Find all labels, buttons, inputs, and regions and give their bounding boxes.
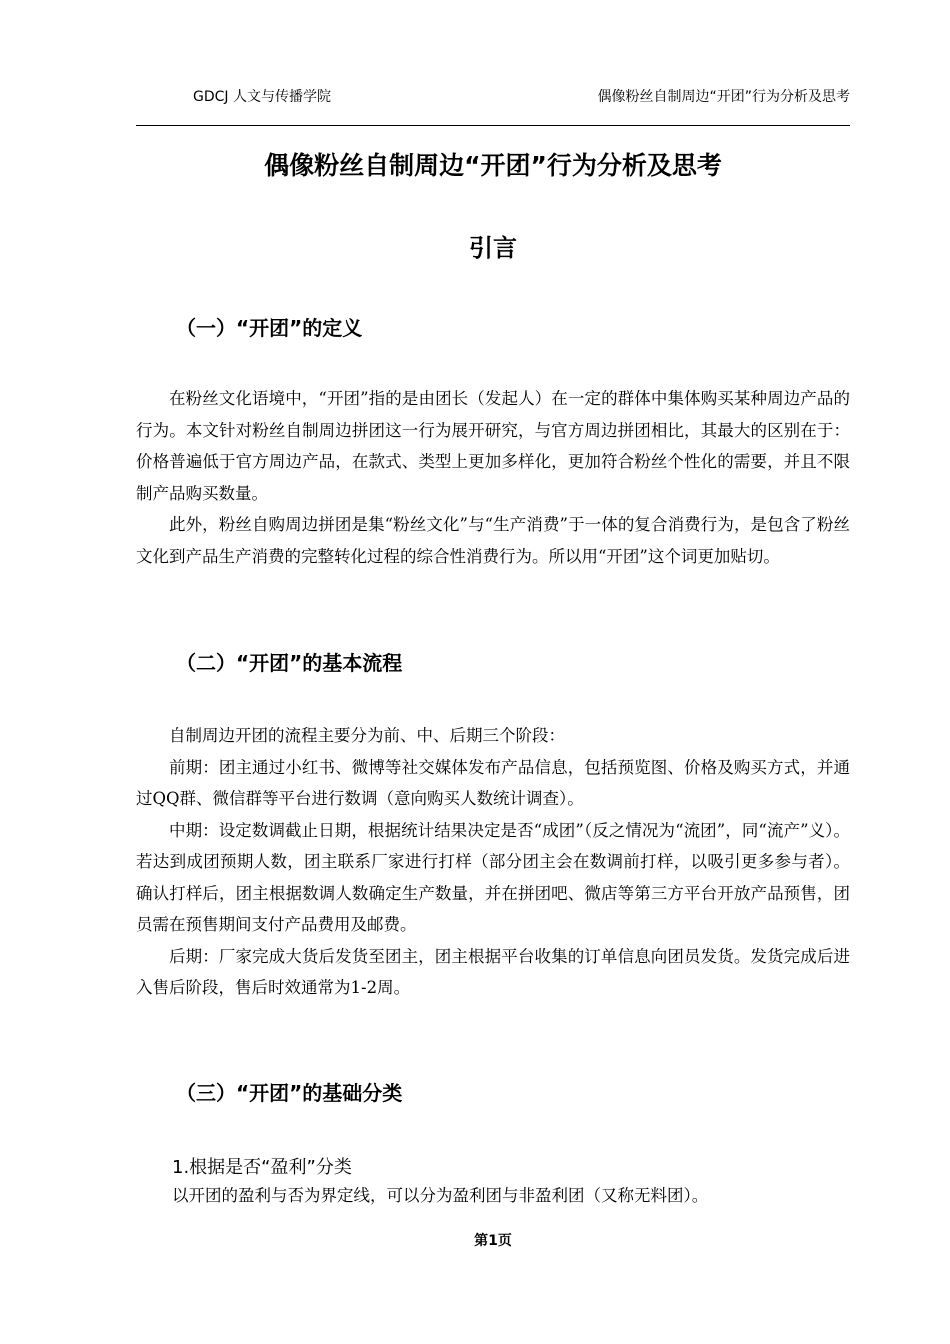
header-divider — [136, 125, 850, 126]
document-title: 偶像粉丝自制周边“开团”行为分析及思考 — [264, 151, 722, 180]
section-1-heading: （一）“开团”的定义 — [176, 316, 363, 340]
section-1-paragraph: 此外，粉丝自购周边拼团是集“粉丝文化”与“生产消费”于一体的复合消费行为，是包含了粉丝文化到产品生产消费的完整转化过程的综合性消费行为。所以用“开团”这个词更加贴切。 — [136, 515, 850, 566]
section-1-paragraph: 在粉丝文化语境中，“开团”指的是由团长（发起人）在一定的群体中集体购买某种周边产品的行为。本文针对粉丝自制周边拼团这一行为展开研究，与官方周边拼团相比，其最大的区别在于：价格普遍低于官方周边产品，在款式、类型上更加多样化，更加符合粉丝个性化的需要，并且不限制产品购买数量。 — [136, 389, 850, 503]
section-2-paragraph: 自制周边开团的流程主要分为前、中、后期三个阶段： — [169, 726, 565, 745]
section-2-heading: （二）“开团”的基本流程 — [176, 651, 403, 675]
page-number: 第1页 — [474, 1233, 512, 1249]
header-left-text: GDCJ 人文与传播学院 — [193, 89, 331, 105]
section-2-paragraph: 前期：团主通过小红书、微博等社交媒体发布产品信息，包括预览图、价格及购买方式，并通过QQ群、微信群等平台进行数调（意向购买人数统计调查）。 — [136, 757, 850, 808]
section-3-subheading: 1.根据是否“盈利”分类 — [172, 1157, 352, 1178]
section-1-body — [136, 383, 850, 572]
section-2-paragraph: 后期：厂家完成大货后发货至团主，团主根据平台收集的订单信息向团员发货。发货完成后进入售后阶段，售后时效通常为1-2周。 — [136, 946, 850, 997]
header-right-text: 偶像粉丝自制周边“开团”行为分析及思考 — [597, 89, 850, 105]
section-3-paragraph: 以开团的盈利与否为界定线，可以分为盈利团与非盈利团（又称无料团）。 — [172, 1186, 709, 1205]
section-2-paragraph: 中期：设定数调截止日期，根据统计结果决定是否“成团”（反之情况为“流团”，同“流产”义）。若达到成团预期人数，团主联系厂家进行打样（部分团主会在数调前打样，以吸引更多参与者）。确认打样后，团主根据数调人数确定生产数量，并在拼团吧、微店等第三方平台开放产品预售，团员需在预售期间支付产品费用及邮费。 — [136, 820, 850, 934]
section-3-heading: （三）“开团”的基础分类 — [176, 1081, 403, 1105]
introduction-heading: 引言 — [469, 234, 517, 262]
section-3-body — [172, 1180, 850, 1212]
section-2-body — [136, 720, 850, 1004]
